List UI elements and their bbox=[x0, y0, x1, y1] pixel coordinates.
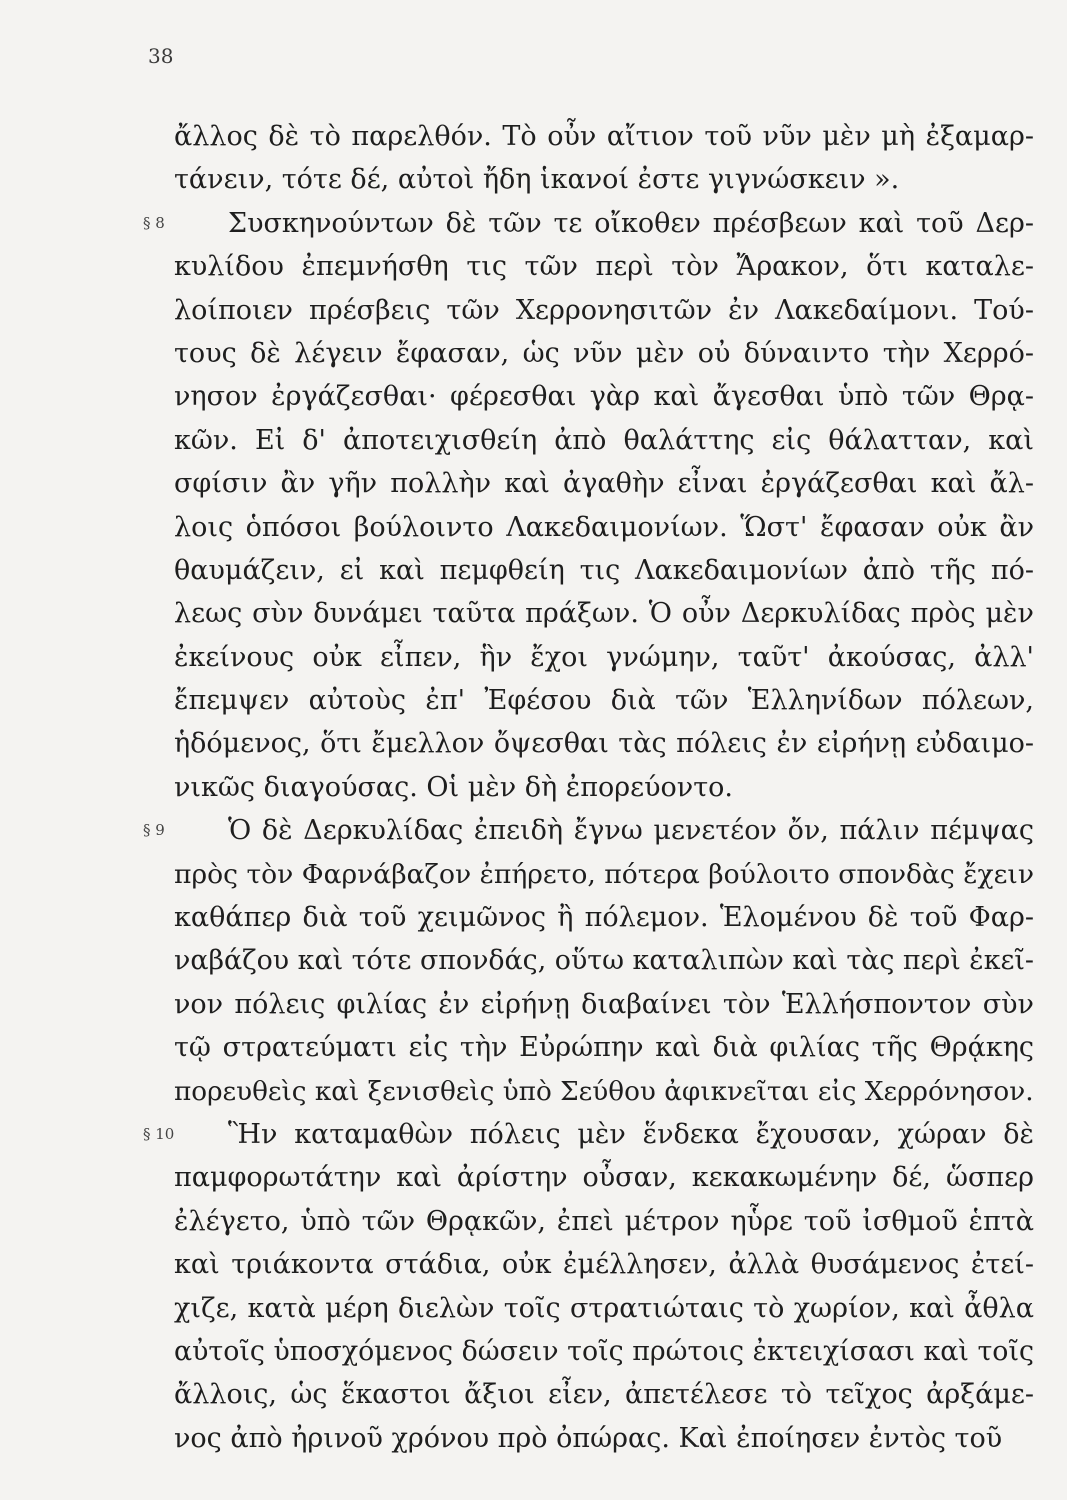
text-line bbox=[174, 939, 1034, 982]
page-number: 38 bbox=[148, 44, 174, 68]
text-line bbox=[174, 289, 1034, 332]
line-text: ἄλλοις, ὡς ἕκαστοι ἄξιοι εἶεν, ἀπετέλεσε τὸ τεῖχος ἀρξάμε- bbox=[174, 1379, 1034, 1411]
line-text: χιζε, κατὰ μέρη διελὼν τοῖς στρατιώταις τὸ χωρίον, καὶ ἆθλα bbox=[174, 1292, 1034, 1324]
text-line bbox=[174, 245, 1034, 288]
line-text: λοίποιεν πρέσβεις τῶν Χερρονησιτῶν ἐν Λακεδαίμονι. Τού- bbox=[174, 294, 1034, 326]
text-line bbox=[174, 158, 1034, 201]
line-text: ἔπεμψεν αὐτοὺς ἐπ' Ἐφέσου διὰ τῶν Ἑλληνίδων πόλεων, bbox=[174, 685, 1035, 717]
line-text: ἐλέγετο, ὑπὸ τῶν Θρᾳκῶν, ἐπεὶ μέτρον ηὗρε τοῦ ἰσθμοῦ ἑπτὰ bbox=[174, 1205, 1035, 1237]
text-line bbox=[174, 1287, 1034, 1330]
text-line bbox=[174, 1156, 1034, 1199]
line-text: Ὁ δὲ Δερκυλίδας ἐπειδὴ ἔγνω μενετέον ὄν, πάλιν πέμψας bbox=[228, 815, 1035, 847]
body-text bbox=[143, 115, 1035, 1460]
line-text: αὐτοῖς ὑποσχόμενος δώσειν τοῖς πρώτοις ἐκτειχίσασι καὶ τοῖς bbox=[174, 1335, 1034, 1367]
line-text: ἐκείνους οὐκ εἶπεν, ἣν ἔχοι γνώμην, ταῦτ' ἀκούσας, ἀλλ' bbox=[174, 641, 1034, 673]
text-line bbox=[174, 506, 1034, 549]
line-text: τῷ στρατεύματι εἰς τὴν Εὐρώπην καὶ διὰ φιλίας τῆς Θρᾴκης bbox=[174, 1032, 1035, 1064]
text-line bbox=[174, 375, 1034, 418]
text-line bbox=[174, 1026, 1034, 1069]
text-line bbox=[174, 549, 1034, 592]
section-marker: § 8 bbox=[143, 213, 165, 232]
text-line bbox=[174, 332, 1034, 375]
text-line bbox=[174, 1200, 1034, 1243]
line-text: λεως σὺν δυνάμει ταῦτα πράξων. Ὁ οὖν Δερκυλίδας πρὸς μὲν bbox=[174, 598, 1034, 630]
text-line bbox=[143, 202, 1035, 245]
line-text: πρὸς τὸν Φαρνάβαζον ἐπήρετο, πότερα βούλοιτο σπονδὰς ἔχειν bbox=[174, 858, 1034, 890]
text-line bbox=[174, 1070, 1034, 1113]
line-text: νον πόλεις φιλίας ἐν εἰρήνῃ διαβαίνει τὸν Ἑλλήσποντον σὺν bbox=[174, 988, 1034, 1020]
line-text: νος ἀπὸ ἠρινοῦ χρόνου πρὸ ὀπώρας. Καὶ ἐποίησεν ἐντὸς τοῦ bbox=[174, 1422, 1003, 1454]
text-line bbox=[174, 1417, 1034, 1460]
text-line bbox=[174, 1373, 1034, 1416]
text-line bbox=[143, 1113, 1035, 1156]
text-line bbox=[174, 766, 1034, 809]
section-marker: § 10 bbox=[143, 1124, 175, 1143]
line-text: παμφορωτάτην καὶ ἀρίστην οὖσαν, κεκακωμένην δέ, ὥσπερ bbox=[174, 1162, 1035, 1194]
line-text: τάνειν, τότε δέ, αὐτοὶ ἤδη ἱκανοί ἐστε γιγνώσκειν ». bbox=[174, 164, 900, 196]
line-text: κῶν. Εἰ δ' ἀποτειχισθείη ἀπὸ θαλάττης εἰς θάλατταν, καὶ bbox=[174, 424, 1034, 456]
text-line bbox=[174, 722, 1034, 765]
line-text: ἄλλος δὲ τὸ παρελθόν. Τὸ οὖν αἴτιον τοῦ νῦν μὲν μὴ ἐξαμαρ- bbox=[174, 121, 1034, 152]
line-text: καθάπερ διὰ τοῦ χειμῶνος ἢ πόλεμον. Ἑλομένου δὲ τοῦ Φαρ- bbox=[174, 902, 1035, 934]
text-line bbox=[174, 636, 1034, 679]
text-line bbox=[174, 592, 1034, 635]
text-line bbox=[143, 809, 1035, 852]
line-text: τους δὲ λέγειν ἔφασαν, ὡς νῦν μὲν οὐ δύναιντο τὴν Χερρό- bbox=[174, 337, 1034, 369]
line-text: Ἣν καταμαθὼν πόλεις μὲν ἕνδεκα ἔχουσαν, χώραν δὲ bbox=[228, 1118, 1035, 1150]
text-line bbox=[174, 115, 1034, 158]
line-text: ναβάζου καὶ τότε σπονδάς, οὕτω καταλιπὼν καὶ τὰς περὶ ἐκεῖ- bbox=[174, 945, 1034, 977]
text-line bbox=[174, 679, 1034, 722]
line-text: σφίσιν ἂν γῆν πολλὴν καὶ ἀγαθὴν εἶναι ἐργάζεσθαι καὶ ἄλ- bbox=[174, 468, 1034, 500]
text-line bbox=[174, 419, 1034, 462]
line-text: λοις ὁπόσοι βούλοιντο Λακεδαιμονίων. Ὥστ' ἔφασαν οὐκ ἂν bbox=[174, 511, 1035, 543]
line-text: πορευθεὶς καὶ ξενισθεὶς ὑπὸ Σεύθου ἀφικνεῖται εἰς Χερρόνησον. bbox=[174, 1076, 1034, 1107]
text-line bbox=[174, 853, 1034, 896]
line-text: κυλίδου ἐπεμνήσθη τις τῶν περὶ τὸν Ἄρακον, ὅτι καταλε- bbox=[174, 251, 1035, 283]
line-text: ἡδόμενος, ὅτι ἔμελλον ὄψεσθαι τὰς πόλεις ἐν εἰρήνῃ εὐδαιμο- bbox=[174, 728, 1035, 760]
line-text: Συσκηνούντων δὲ τῶν τε οἴκοθεν πρέσβεων καὶ τοῦ Δερ- bbox=[228, 207, 1035, 239]
text-line bbox=[174, 1243, 1034, 1286]
line-text: νικῶς διαγούσας. Οἱ μὲν δὴ ἐπορεύοντο. bbox=[174, 771, 733, 803]
line-text: θαυμάζειν, εἰ καὶ πεμφθείη τις Λακεδαιμονίων ἀπὸ τῆς πό- bbox=[174, 554, 1034, 586]
text-line bbox=[174, 896, 1034, 939]
section-marker: § 9 bbox=[143, 821, 165, 840]
text-line bbox=[174, 1330, 1034, 1373]
text-line bbox=[174, 983, 1034, 1026]
line-text: νησον ἐργάζεσθαι· φέρεσθαι γὰρ καὶ ἄγεσθαι ὑπὸ τῶν Θρᾳ- bbox=[174, 381, 1035, 413]
text-line bbox=[174, 462, 1034, 505]
line-text: καὶ τριάκοντα στάδια, οὐκ ἐμέλλησεν, ἀλλὰ θυσάμενος ἐτεί- bbox=[174, 1249, 1035, 1281]
